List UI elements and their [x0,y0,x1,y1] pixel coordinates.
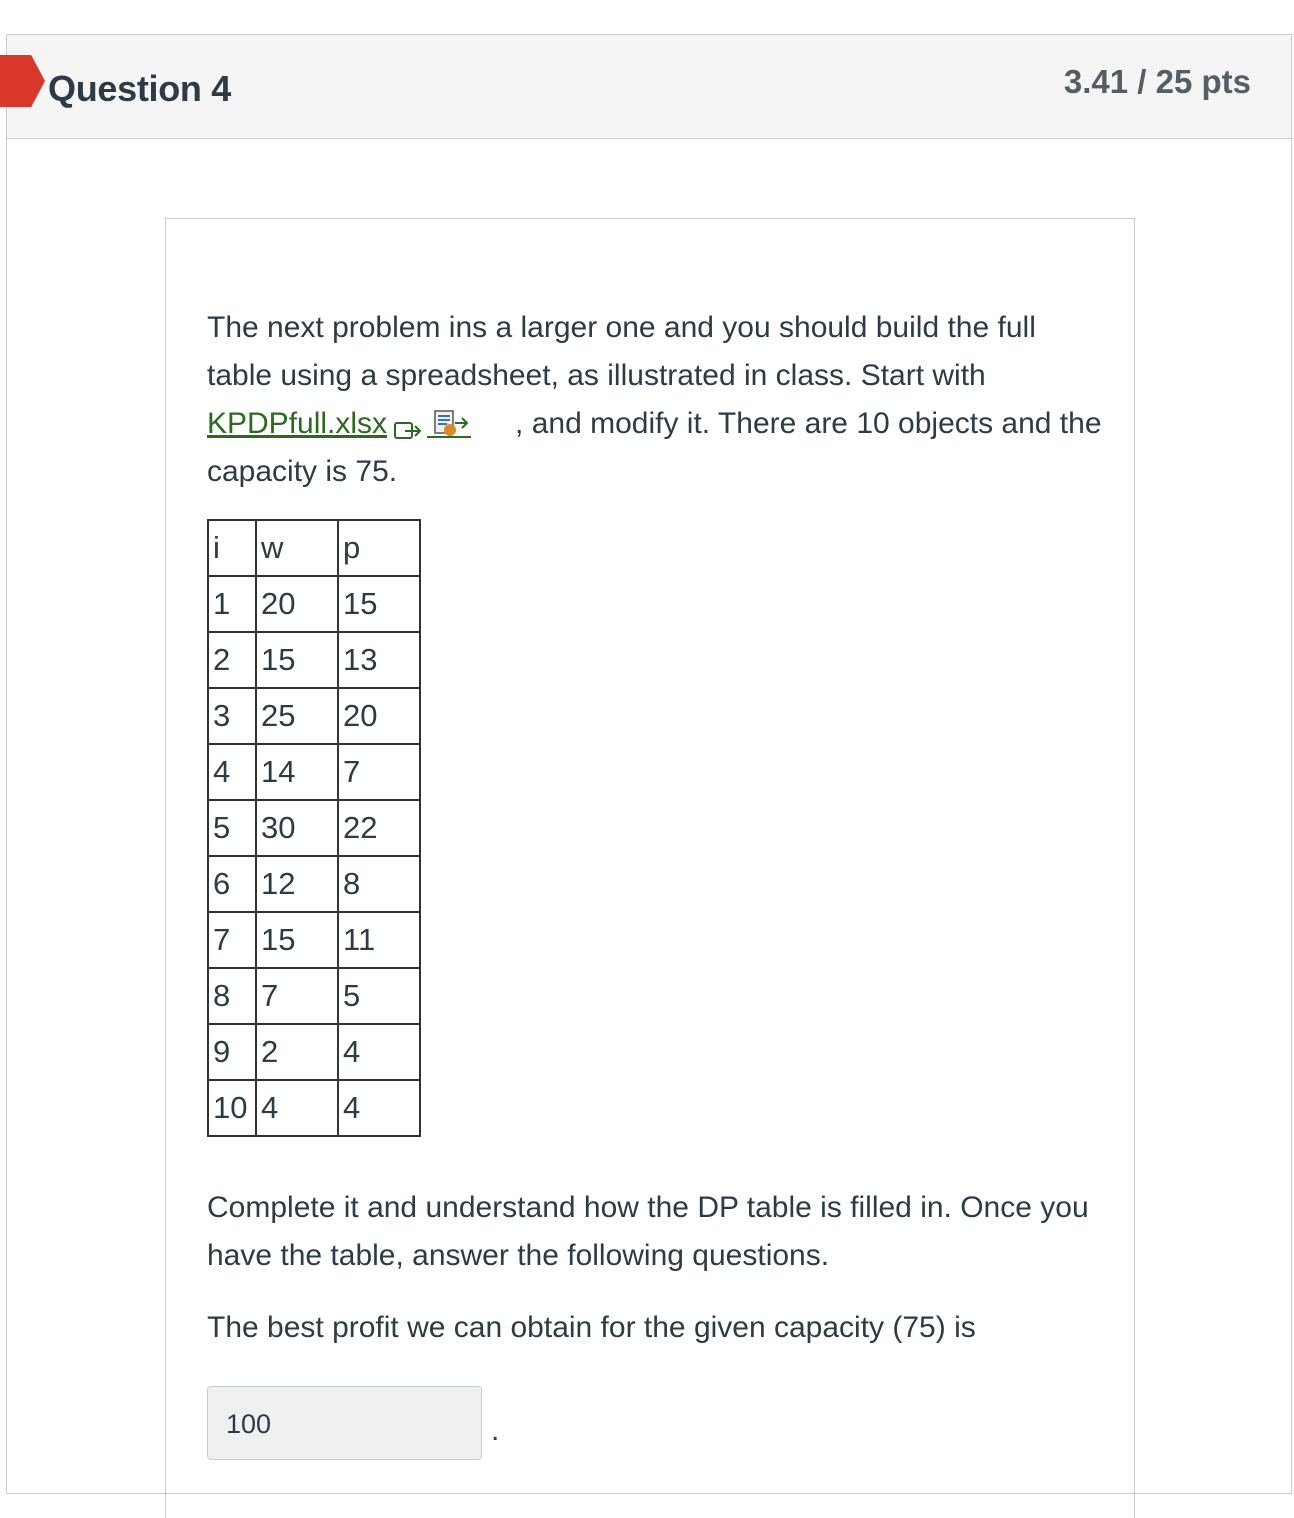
intro-text-before-link: The next problem ins a larger one and you should build the full table using a spreadsheet, as illustrated in class. Start with [207,311,1036,392]
table-row [208,1080,420,1136]
cell-p: 5 [338,968,420,1024]
file-link[interactable]: KPDPfull.xlsx [207,407,388,440]
table-row [208,744,420,800]
cell-w: 2 [256,1024,338,1080]
cell-p: 8 [338,856,420,912]
instructions-text: Complete it and understand how the DP table is filled in. Once you have the table, answer the following questions. [207,1191,1089,1272]
table-row [208,576,420,632]
header-cell-i: i [208,520,256,576]
cell-p: 20 [338,688,420,744]
cell-i: 3 [208,688,256,744]
cell-p: 15 [338,576,420,632]
answer-input[interactable]: 100 [207,1386,482,1460]
cell-w: 12 [256,856,338,912]
cell-w: 7 [256,968,338,1024]
question-header [7,35,1291,139]
table-row [208,968,420,1024]
table-row [208,856,420,912]
cell-i: 6 [208,856,256,912]
table-row [208,1024,420,1080]
question-points: 3.41 / 25 pts [1063,63,1251,100]
cell-w: 30 [256,800,338,856]
intro-text-after-link: , and modify it. There are 10 objects and the capacity is 75. [207,407,1102,488]
cell-w: 14 [256,744,338,800]
question-title: Question 4 [48,68,232,109]
cell-p: 11 [338,912,420,968]
cell-i: 7 [208,912,256,968]
cell-p: 13 [338,632,420,688]
question-prompt-text: The best profit we can obtain for the given capacity (75) is [207,1311,976,1344]
cell-p: 4 [338,1024,420,1080]
cell-p: 22 [338,800,420,856]
cell-p: 4 [338,1080,420,1136]
header-cell-p: p [338,520,420,576]
table-row [208,632,420,688]
header-cell-w: w [256,520,338,576]
answer-suffix: . [491,1414,500,1447]
question-intro-text [207,304,1107,496]
download-icon[interactable] [427,406,471,438]
table-row [208,912,420,968]
cell-p: 7 [338,744,420,800]
table-row [208,688,420,744]
cell-w: 15 [256,632,338,688]
table-header-row [208,520,420,576]
table-row [208,800,420,856]
cell-i: 5 [208,800,256,856]
cell-w: 4 [256,1080,338,1136]
cell-i: 2 [208,632,256,688]
cell-w: 25 [256,688,338,744]
question-body [165,218,1135,1518]
preview-icon[interactable] [393,410,423,434]
cell-i: 10 [208,1080,256,1136]
cell-w: 15 [256,912,338,968]
cell-i: 1 [208,576,256,632]
question-flag-icon[interactable] [0,55,45,107]
cell-i: 8 [208,968,256,1024]
cell-i: 9 [208,1024,256,1080]
cell-i: 4 [208,744,256,800]
objects-table [207,519,421,1137]
cell-w: 20 [256,576,338,632]
